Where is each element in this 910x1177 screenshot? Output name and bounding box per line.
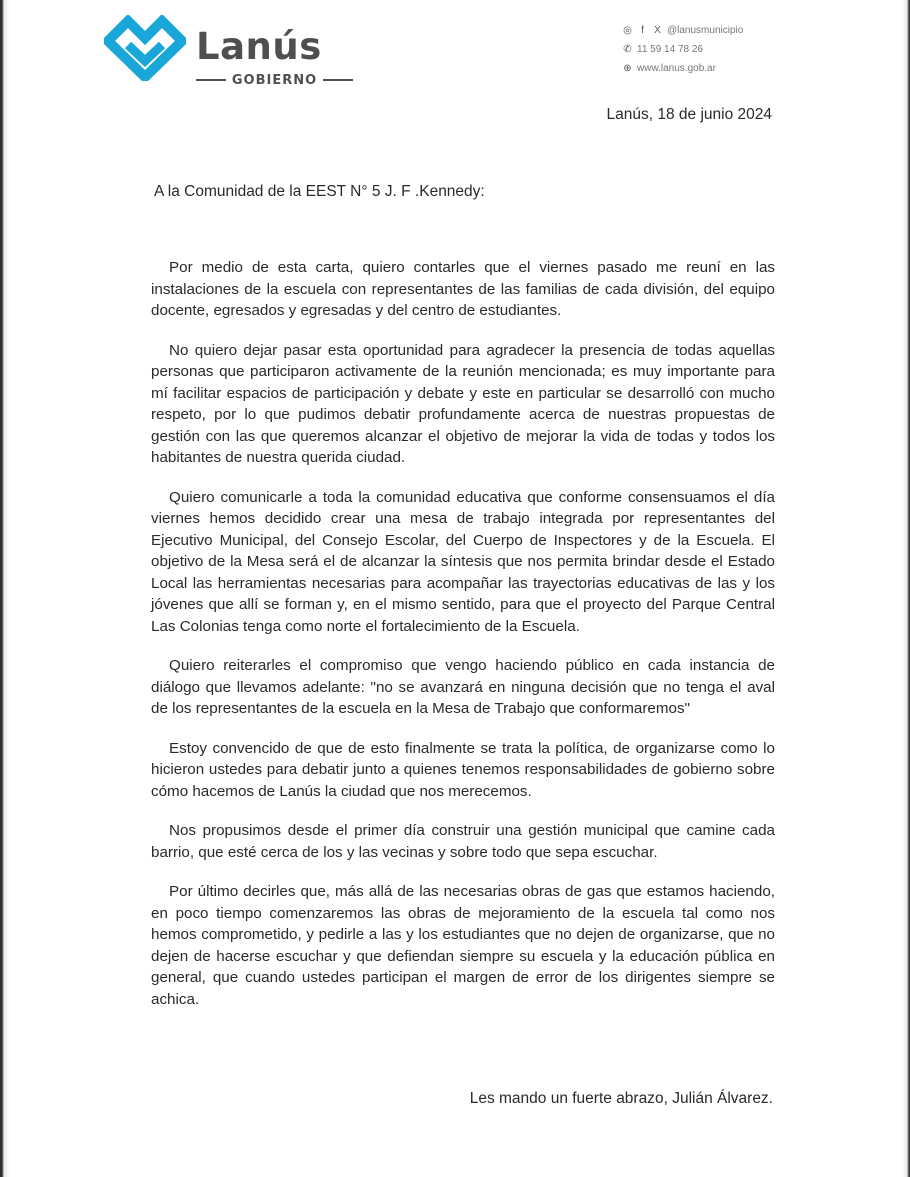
x-icon: X — [654, 25, 661, 36]
scan-edge-right — [902, 0, 910, 1177]
contact-social-row — [622, 21, 743, 40]
letter-date: Lanús, 18 de junio 2024 — [606, 106, 772, 123]
letter-paragraph: Quiero reiterarles el compromiso que vengo haciendo público en cada instancia de diálogo que llevamos adelante: "no se avanzará en ninguna decisión que no tenga el aval de los representantes de la escuela en la Mesa de Trabajo que conformaremos" — [151, 657, 775, 717]
letter-paragraph: Nos propusimos desde el primer día construir una gestión municipal que camine cada barrio, que esté cerca de los y las vecinas y sobre todo que sepa escuchar. — [151, 822, 775, 861]
letter-paragraph: Por último decirles que, más allá de las necesarias obras de gas que estamos haciendo, en poco tiempo comenzaremos las obras de mejoramiento de la escuela tal como nos hemos comprometido, y pedirle a las y los estudiantes que no dejen de organizarse, que no dejen de hacerse escuchar y que defiendan siempre su escuela y la educación pública en general, que cuando ustedes participan el margen de error de los dirigentes siempre se achica. — [151, 883, 775, 1008]
letter-paragraph: No quiero dejar pasar esta oportunidad para agradecer la presencia de todas aquellas personas que participaron activamente de la reunión mencionada; es muy importante para mí facilitar espacios de participación y debate y este en particular se desarrolló con mucho respeto, por lo que pudimos debatir profundamente acerca de nuestras propuestas de gestión con las que queremos alcanzar el objetivo de mejorar la vida de todas y todos los habitantes de nuestra querida ciudad. — [151, 341, 775, 466]
letter-salutation: A la Comunidad de la EEST N° 5 J. F .Kennedy: — [154, 183, 485, 200]
scan-edge-left — [0, 0, 10, 1177]
logo-subtitle-text: GOBIERNO — [231, 72, 318, 88]
contact-phone-row — [622, 40, 743, 59]
logo-subtitle — [196, 73, 353, 87]
facebook-icon: f — [641, 25, 644, 36]
contact-web-row — [622, 59, 743, 78]
whatsapp-icon: ✆ — [623, 44, 632, 55]
contact-web: www.lanus.gob.ar — [637, 63, 716, 74]
logo-rule-right — [323, 79, 353, 81]
letter-paragraph: Por medio de esta carta, quiero contarles que el viernes pasado me reuní en las instalaciones de la escuela con representantes de las familias de cada división, del equipo docente, egresados y egresadas y del centro de estudiantes. — [151, 259, 775, 319]
contact-block — [622, 21, 743, 78]
heart-diamond-logo-icon — [104, 15, 186, 81]
letter-closing: Les mando un fuerte abrazo, Julián Álvarez. — [469, 1090, 773, 1107]
contact-phone: 11 59 14 78 26 — [637, 44, 703, 55]
letter-paragraph: Quiero comunicarle a toda la comunidad educativa que conforme consensuamos el día viernes hemos decidido crear una mesa de trabajo integrada por representantes del Ejecutivo Municipal, del Consejo Escolar, del Cuerpo de Inspectores y de la Escuela. El objetivo de la Mesa será el de alcanzar la síntesis que nos permita brindar desde el Estado Local las herramientas necesarias para acompañar las trayectorias educativas de las y los jóvenes que allí se forman y, en el mismo sentido, para que el proyecto del Parque Central Las Colonias tenga como norte el fortalecimiento de la Escuela. — [151, 488, 775, 635]
letter-body — [151, 257, 775, 1028]
instagram-icon: ◎ — [623, 25, 632, 36]
letter-paragraph: Estoy convencido de que de esto finalmente se trata la política, de organizarse como lo hicieron ustedes para debatir junto a quienes tenemos responsabilidades de gobierno sobre cómo hacemos de Lanús la ciudad que nos merecemos. — [151, 739, 775, 800]
logo-rule-left — [196, 79, 226, 81]
globe-icon: ⊕ — [623, 63, 632, 74]
logo-name: Lanús — [196, 25, 322, 68]
contact-social: @lanusmunicipio — [667, 25, 744, 36]
lanus-logo — [104, 15, 354, 88]
